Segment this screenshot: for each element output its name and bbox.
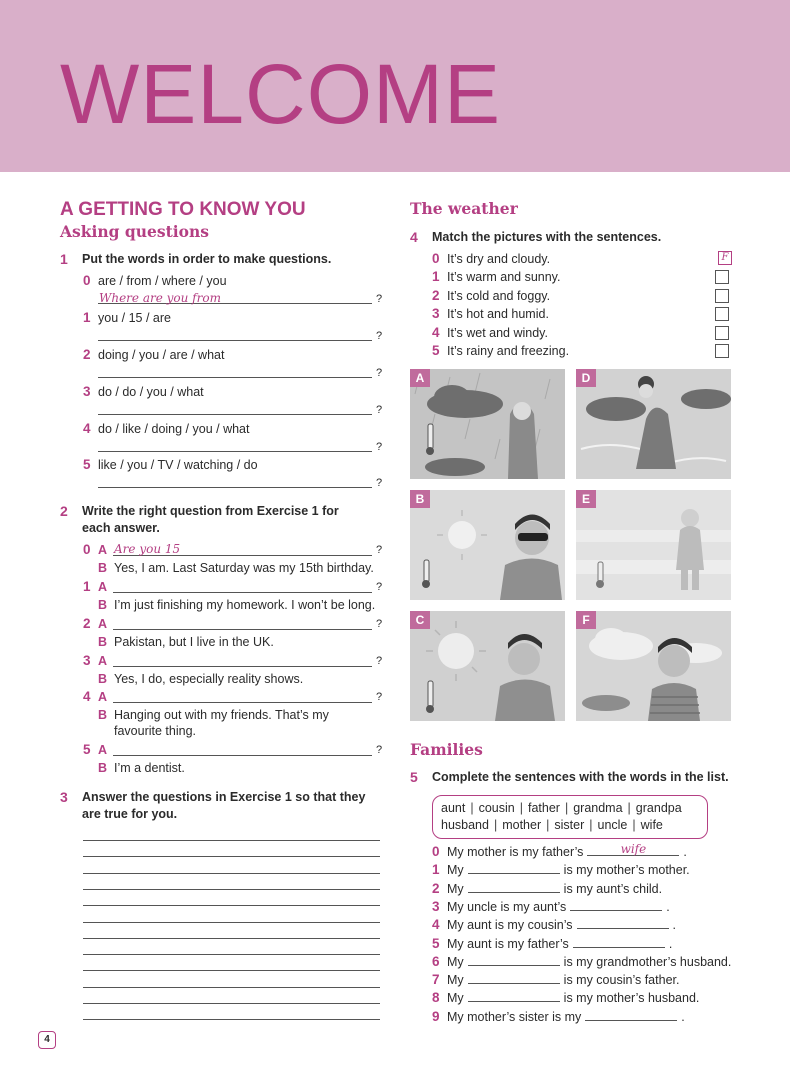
item-number: 5: [432, 935, 440, 951]
item-number: 8: [432, 990, 440, 1006]
sentence-start: My aunt is my cousin’s: [447, 918, 573, 933]
exercise-number: 1: [60, 251, 68, 267]
exercise-2-line-a: [83, 579, 114, 595]
answer-text: Yes, I do, especially reality shows.: [114, 672, 304, 686]
exercise-2-line-a: [83, 742, 114, 758]
exercise-4-item: [432, 325, 548, 341]
sentence-start: My aunt is my father’s: [447, 936, 569, 951]
subsection-title: Asking questions: [60, 222, 209, 241]
sentence-start: My mother’s sister is my: [447, 1009, 582, 1024]
item-sentence: It’s dry and cloudy.: [447, 252, 551, 266]
writing-line[interactable]: [83, 889, 380, 890]
item-number: 3: [83, 384, 91, 399]
page-number: 4: [38, 1031, 56, 1049]
writing-line[interactable]: [83, 954, 380, 955]
question-mark: ?: [376, 655, 383, 667]
sentence-end: .: [672, 918, 676, 933]
item-number: 1: [83, 579, 91, 594]
writing-line[interactable]: [83, 840, 380, 841]
answer-blank[interactable]: [570, 899, 662, 911]
answer-line[interactable]: [113, 755, 372, 756]
word-separator: |: [470, 801, 474, 815]
exercise-5-item: [432, 881, 662, 897]
sentence-end: is my mother’s mother.: [563, 863, 690, 878]
sentence-end: .: [666, 899, 670, 914]
item-number: 2: [83, 616, 91, 631]
answer-text: Yes, I am. Last Saturday was my 15th birthday.: [114, 561, 374, 575]
exercise-number: 3: [60, 789, 68, 805]
exercise-2-heading: [60, 503, 380, 539]
question-mark: ?: [376, 367, 383, 379]
answer-blank[interactable]: [573, 936, 665, 948]
exercise-instruction: Put the words in order to make questions.: [82, 252, 332, 266]
sentence-start: My: [447, 973, 464, 988]
exercise-2-line-b: [98, 560, 374, 576]
answer-line[interactable]: [98, 414, 372, 415]
exercise-5-item: [432, 899, 670, 915]
sentence-end: .: [683, 845, 687, 859]
answer-blank[interactable]: [468, 881, 560, 893]
exercise-2-line-b: [98, 760, 185, 776]
item-number: 4: [432, 917, 440, 933]
speaker-b-label: B: [98, 561, 108, 575]
exercise-4-item: [432, 343, 569, 359]
exercise-number: 5: [410, 769, 418, 785]
exercise-2-line-b: [98, 671, 303, 687]
picture-label: C: [410, 611, 430, 629]
picture-label: A: [410, 369, 430, 387]
families-title: Families: [410, 740, 483, 759]
item-number: 0: [83, 542, 91, 557]
answer-line[interactable]: [113, 702, 372, 703]
picture-f: [576, 611, 731, 721]
writing-line[interactable]: [83, 970, 380, 971]
sentence-end: .: [668, 936, 673, 951]
sentence-start: My: [447, 991, 464, 1006]
exercise-5-item: [432, 1009, 685, 1025]
answer-blank[interactable]: [587, 844, 679, 856]
exercise-5-item: [432, 936, 672, 952]
word-list-box: [432, 795, 708, 839]
hot-scene-illustration: [410, 611, 565, 721]
sentence-start: My: [447, 863, 464, 878]
answer-line[interactable]: [113, 592, 372, 593]
exercise-instruction: Match the pictures with the sentences.: [432, 230, 662, 244]
item-number: 4: [83, 689, 91, 704]
word-separator: |: [519, 801, 523, 815]
picture-label: E: [576, 490, 596, 508]
item-number: 2: [432, 287, 440, 303]
exercise-number: 2: [60, 503, 68, 519]
exercise-2-line-b: [98, 707, 329, 723]
sentence-end: is my cousin’s father.: [563, 973, 680, 988]
item-words: are / from / where / you: [98, 274, 227, 288]
sentence-end: is my aunt’s child.: [563, 881, 663, 896]
question-mark: ?: [376, 330, 383, 342]
word-separator: |: [493, 818, 498, 832]
sentence-end: is my mother’s husband.: [563, 991, 700, 1006]
word-option: husband: [441, 818, 489, 832]
picture-c: [410, 611, 565, 721]
item-number: 4: [432, 324, 440, 340]
speaker-b-label: B: [98, 708, 108, 722]
written-answer: Are you 15: [114, 542, 181, 556]
item-number: 2: [432, 880, 440, 896]
item-number: 1: [83, 310, 91, 325]
exercise-1-item: [83, 457, 258, 473]
question-mark: ?: [376, 477, 383, 489]
exercise-5-item: [432, 972, 679, 988]
sentence-start: My uncle is my aunt’s: [447, 899, 567, 914]
writing-line[interactable]: [83, 922, 380, 923]
item-sentence: It’s warm and sunny.: [447, 270, 561, 285]
item-number: 3: [432, 306, 440, 322]
answer-blank[interactable]: [468, 990, 560, 1002]
exercise-instruction: Complete the sentences with the words in the list.: [432, 770, 729, 784]
item-number: 1: [432, 269, 440, 285]
answer-blank[interactable]: [468, 972, 560, 984]
speaker-a-label: A: [98, 654, 108, 668]
instruction-line: Answer the questions in Exercise 1 so that they: [82, 790, 366, 804]
exercise-number: 4: [410, 229, 418, 245]
item-number: 3: [83, 653, 91, 668]
answer-box-filled[interactable]: F: [718, 251, 732, 265]
answer-text: I’m a dentist.: [114, 761, 185, 775]
sentence-end: .: [681, 1009, 685, 1024]
exercise-1-item: [83, 384, 204, 400]
answer-line[interactable]: [98, 487, 372, 488]
exercise-2-line-b: [98, 634, 274, 650]
writing-line[interactable]: [83, 938, 380, 939]
item-words: like / you / TV / watching / do: [98, 458, 258, 472]
header-banner: [0, 0, 790, 172]
fog-scene-illustration: [576, 490, 731, 600]
answer-blank[interactable]: [577, 917, 669, 929]
item-words: do / like / doing / you / what: [98, 422, 250, 436]
item-number: 4: [83, 421, 91, 436]
exercise-4-item: [432, 288, 550, 304]
exercise-1-item: [83, 310, 171, 326]
item-number: 2: [83, 347, 91, 362]
weather-title: The weather: [410, 199, 518, 218]
word-list-row: [441, 800, 699, 817]
writing-line[interactable]: [83, 1019, 380, 1020]
item-words: you / 15 / are: [98, 311, 171, 325]
answer-checkbox[interactable]: [715, 344, 729, 358]
speaker-b-label: B: [98, 598, 108, 612]
item-words: doing / you / are / what: [98, 348, 225, 362]
speaker-b-label: B: [98, 672, 108, 686]
question-mark: ?: [376, 293, 383, 305]
exercise-1-heading: [60, 251, 380, 269]
wind-scene-illustration: [576, 369, 731, 479]
word-separator: |: [546, 818, 550, 832]
item-number: 0: [83, 273, 91, 288]
question-mark: ?: [376, 691, 383, 703]
word-option: aunt: [441, 801, 466, 815]
question-mark: ?: [376, 581, 383, 593]
answer-line[interactable]: [98, 340, 372, 341]
writing-line[interactable]: [83, 856, 380, 857]
cloudy-scene-illustration: [576, 611, 731, 721]
item-number: 3: [432, 898, 440, 914]
item-sentence: It’s hot and humid.: [447, 307, 549, 322]
answer-line[interactable]: [113, 629, 372, 630]
word-option: wife: [640, 818, 663, 832]
exercise-instruction: [82, 789, 382, 823]
question-mark: ?: [376, 744, 383, 756]
sentence-start: My mother is my father’s: [447, 845, 584, 859]
answer-line[interactable]: [113, 666, 372, 667]
item-number: 6: [432, 953, 440, 969]
word-separator: |: [589, 818, 593, 832]
item-number: 7: [432, 972, 440, 988]
answer-text: Pakistan, but I live in the UK.: [114, 635, 274, 649]
question-mark: ?: [376, 618, 383, 630]
writing-line[interactable]: [83, 1003, 380, 1004]
word-option: mother: [502, 818, 542, 832]
word-option: uncle: [597, 818, 628, 832]
question-mark: ?: [376, 404, 383, 416]
sentence-start: My: [447, 954, 464, 969]
writing-line[interactable]: [83, 987, 380, 988]
speaker-b-label: B: [98, 761, 108, 775]
rain-scene-illustration: [410, 369, 565, 479]
exercise-5-item: [432, 862, 690, 878]
picture-b: [410, 490, 565, 600]
word-option: father: [527, 801, 560, 815]
answer-blank[interactable]: [468, 862, 560, 874]
picture-a: [410, 369, 565, 479]
exercise-4-item: [432, 251, 550, 267]
item-number: 0: [432, 844, 440, 859]
picture-d: [576, 369, 731, 479]
answer-line[interactable]: [98, 451, 372, 452]
word-option: sister: [554, 818, 585, 832]
speaker-a-label: A: [98, 580, 108, 594]
exercise-5-item: [432, 917, 676, 933]
picture-label: D: [576, 369, 596, 387]
section-title: A GETTING TO KNOW YOU: [60, 199, 306, 220]
word-separator: |: [632, 818, 636, 832]
item-words: do / do / you / what: [98, 385, 204, 399]
speaker-a-label: A: [98, 617, 108, 631]
word-separator: |: [564, 801, 569, 815]
writing-line[interactable]: [83, 873, 380, 874]
exercise-4-item: [432, 269, 560, 285]
item-number: 9: [432, 1008, 440, 1024]
answer-text: Hanging out with my friends. That’s my: [114, 708, 329, 722]
answer-blank[interactable]: [585, 1009, 677, 1021]
sentence-end: is my grandmother’s husband.: [563, 954, 732, 969]
exercise-2-line-b: [98, 597, 375, 613]
exercise-instruction: [82, 503, 382, 537]
answer-checkbox[interactable]: [715, 289, 729, 303]
sunny-scene-illustration: [410, 490, 565, 600]
picture-e: [576, 490, 731, 600]
item-sentence: It’s rainy and freezing.: [447, 344, 570, 358]
item-number: 5: [83, 742, 91, 757]
word-list-row: [441, 817, 699, 834]
word-option: grandma: [573, 801, 623, 815]
exercise-5-heading: [410, 769, 740, 787]
speaker-a-label: A: [98, 543, 108, 557]
item-sentence: It’s wet and windy.: [447, 325, 548, 340]
answer-line[interactable]: [98, 377, 372, 378]
exercise-2-line-a: [83, 653, 114, 669]
word-option: grandpa: [635, 801, 682, 815]
item-number: 5: [83, 457, 91, 472]
item-number: 5: [432, 343, 440, 358]
exercise-2-line-a: [83, 689, 114, 705]
speaker-b-label: B: [98, 635, 108, 649]
item-sentence: It’s cold and foggy.: [447, 288, 551, 303]
exercise-3-heading: [60, 789, 380, 825]
picture-label: B: [410, 490, 430, 508]
question-mark: ?: [376, 544, 383, 556]
answer-checkbox[interactable]: [715, 270, 729, 284]
exercise-1-item: [83, 347, 224, 363]
answer-blank[interactable]: [468, 954, 560, 966]
word-separator: |: [627, 801, 631, 815]
sentence-start: My: [447, 881, 464, 896]
exercise-4-item: [432, 306, 549, 322]
exercise-5-item: [432, 844, 687, 860]
answer-text: I’m just finishing my homework. I won’t be long.: [114, 598, 376, 612]
item-number: 0: [432, 251, 440, 266]
writing-line[interactable]: [83, 905, 380, 906]
instruction-line: are true for you.: [82, 807, 178, 821]
written-answer: Where are you from: [99, 291, 221, 305]
answer-text-continued: favourite thing.: [114, 724, 196, 738]
exercise-5-item: [432, 990, 699, 1006]
picture-label: F: [576, 611, 596, 629]
exercise-1-item: [83, 421, 249, 437]
answer-checkbox[interactable]: [715, 307, 729, 321]
exercise-2-line-a: [83, 616, 114, 632]
instruction-line: each answer.: [82, 521, 160, 535]
exercise-5-item: [432, 954, 731, 970]
speaker-a-label: A: [98, 690, 108, 704]
question-mark: ?: [376, 441, 383, 453]
exercise-1-item: [83, 273, 227, 289]
written-answer: wife: [620, 842, 647, 856]
page-title: WELCOME: [60, 47, 502, 141]
exercise-4-heading: [410, 229, 730, 247]
instruction-line: Write the right question from Exercise 1 for: [82, 504, 339, 518]
word-option: cousin: [478, 801, 515, 815]
speaker-a-label: A: [98, 743, 108, 757]
answer-checkbox[interactable]: [715, 326, 729, 340]
exercise-2-line-a: [83, 542, 114, 558]
item-number: 1: [432, 862, 440, 878]
